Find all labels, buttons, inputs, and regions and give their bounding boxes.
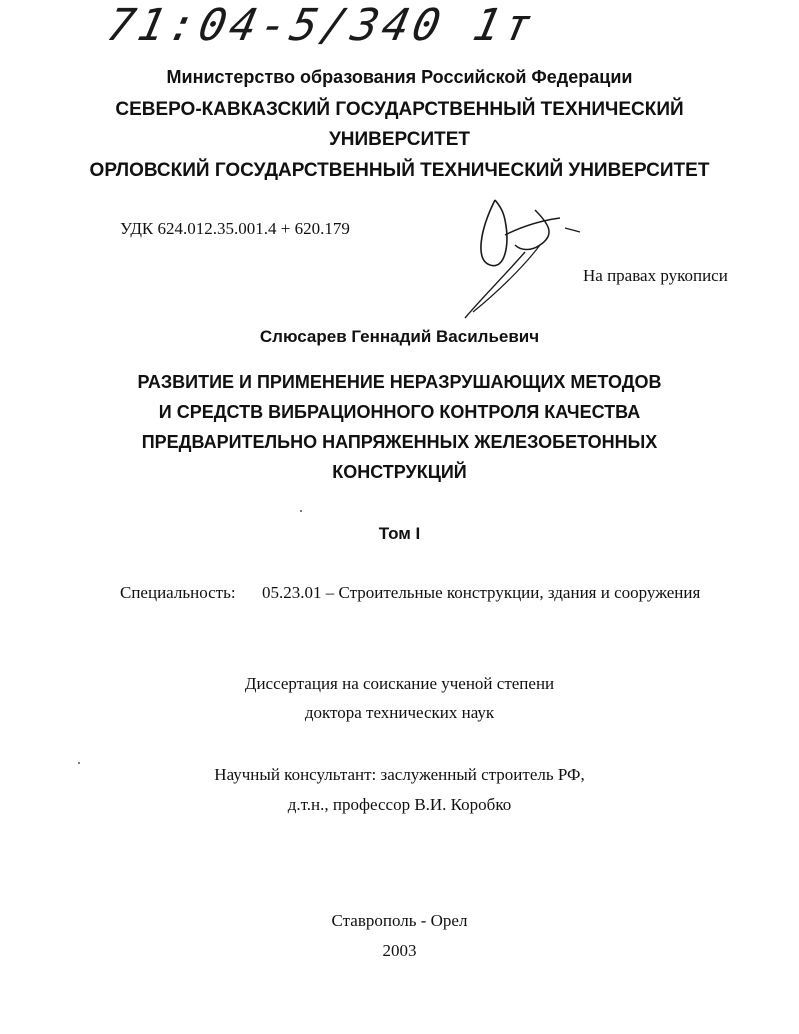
ministry-name: Министерство образования Российской Федерации [166, 67, 633, 87]
author-name: Слюсарев Геннадий Васильевич [259, 327, 540, 346]
university-name-line-1: СЕВЕРО-КАВКАЗСКИЙ ГОСУДАРСТВЕННЫЙ ТЕХНИЧЕСКИЙ [115, 99, 684, 120]
handwritten-archive-number: 71:04-5/340 1т [102, 0, 541, 51]
specialty-value: 05.23.01 – Строительные конструкции, здания и сооружения [262, 583, 701, 602]
dissertation-title-line-4: КОНСТРУКЦИЙ [332, 462, 467, 482]
signature-icon [455, 190, 595, 325]
scan-speck [78, 762, 80, 764]
manuscript-note: На правах рукописи [583, 266, 728, 285]
year: 2003 [382, 941, 417, 960]
dissertation-degree-line-2: доктора технических наук [304, 703, 495, 722]
consultant-line-2: д.т.н., профессор В.И. Коробко [287, 795, 512, 814]
udk-code: УДК 624.012.35.001.4 + 620.179 [120, 219, 350, 238]
consultant-line-1: Научный консультант: заслуженный строитель РФ, [214, 765, 585, 784]
university-name-line-2: УНИВЕРСИТЕТ [328, 129, 471, 150]
university-name-line-3: ОРЛОВСКИЙ ГОСУДАРСТВЕННЫЙ ТЕХНИЧЕСКИЙ УНИВЕРСИТЕТ [89, 160, 710, 181]
dissertation-title-line-2: И СРЕДСТВ ВИБРАЦИОННОГО КОНТРОЛЯ КАЧЕСТВА [158, 402, 641, 422]
dissertation-title-line-1: РАЗВИТИЕ И ПРИМЕНЕНИЕ НЕРАЗРУШАЮЩИХ МЕТОДОВ [137, 372, 662, 392]
dissertation-title-line-3: ПРЕДВАРИТЕЛЬНО НАПРЯЖЕННЫХ ЖЕЛЕЗОБЕТОННЫХ [141, 432, 658, 452]
scan-speck [300, 510, 302, 512]
specialty-label: Специальность: [120, 583, 236, 602]
volume-label: Том I [378, 524, 421, 543]
city: Ставрополь - Орел [331, 911, 468, 930]
dissertation-degree-line-1: Диссертация на соискание ученой степени [244, 674, 555, 693]
